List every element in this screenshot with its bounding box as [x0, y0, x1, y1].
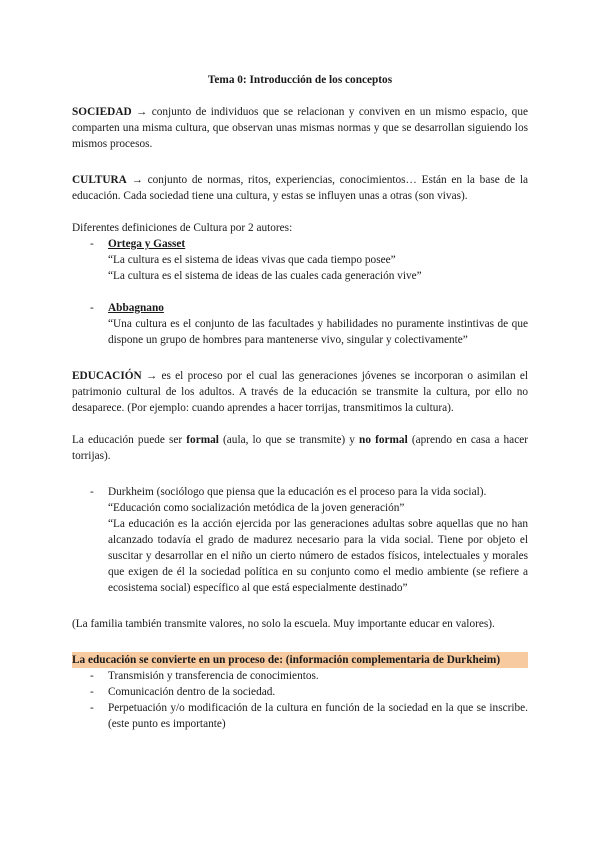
author-quote: “La cultura es el sistema de ideas de las cuales cada generación vive” [108, 270, 422, 282]
cultura-term: CULTURA [72, 174, 127, 186]
sociedad-paragraph [72, 104, 528, 152]
author-quote: “La cultura es el sistema de ideas vivas que cada tiempo posee” [108, 254, 396, 266]
cultura-definition: conjunto de normas, ritos, experiencias, conocimientos… Están en la base de la educación. Cada sociedad tiene una cultura, y estas se influyen unas a otras (son vivas). [72, 174, 529, 202]
sociedad-definition: conjunto de individuos que se relacionan y conviven en un mismo espacio, que comparten una misma cultura, que observan unas mismas normas y que se desarrollan siguiendo los mismos procesos. [72, 106, 528, 150]
durkheim-item [72, 484, 528, 596]
arrow-icon: → [145, 370, 158, 382]
list-dash: - [90, 686, 94, 698]
list-dash: - [90, 486, 94, 498]
author-quote: “Una cultura es el conjunto de las facultades y habilidades no puramente instintivas de que dispone un grupo de hombres para mantenerse vivo, singular y colectivamente” [108, 318, 528, 346]
formal-paragraph [72, 432, 528, 464]
author-name: Ortega y Gasset [108, 238, 186, 250]
cultura-paragraph [72, 172, 528, 204]
durkheim-intro: Durkheim (sociólogo que piensa que la educación es el proceso para la vida social). [108, 486, 487, 498]
formal-post: (aprendo en casa a hacer torrijas). [72, 434, 528, 462]
list-item-text: Comunicación dentro de la sociedad. [108, 686, 276, 698]
list-item [72, 668, 528, 684]
arrow-icon: → [131, 174, 143, 186]
list-dash: - [90, 302, 94, 314]
formal-mid: (aula, lo que se transmite) y [223, 434, 355, 446]
definiciones-intro: Diferentes definiciones de Cultura por 2 autores: [72, 222, 293, 234]
durkheim-quote: “La educación es la acción ejercida por las generaciones adultas sobre aquellas que no han alcanzado todavía el grado de madurez necesario para la vida social. Tiene por objeto el suscitar y desarrollar en el niño un cierto número de estados físicos, intelectuales y morales que exigen de él la sociedad política en su conjunto como el medio ambiente (se refiere a ecosistema social) específico al que está especialmente destinado” [108, 518, 528, 594]
formal-pre: La educación puede ser [72, 434, 183, 446]
durkheim-quote: “Educación como socialización metódica de la joven generación” [108, 502, 405, 514]
list-dash: - [90, 670, 94, 682]
list-dash: - [90, 238, 94, 250]
page-title: Tema 0: Introducción de los conceptos [207, 74, 393, 86]
author-item-ortega [72, 236, 528, 284]
list-item [72, 700, 528, 732]
familia-note: (La familia también transmite valores, no solo la escuela. Muy importante educar en valores). [72, 618, 495, 630]
list-item [72, 684, 528, 700]
author-name: Abbagnano [108, 302, 164, 314]
educacion-paragraph [72, 368, 528, 416]
educacion-definition: es el proceso por el cual las generaciones jóvenes se incorporan o asimilan el patrimonio cultural de los adultos. A través de la educación se transmite la cultura, por ello no desaparece. (Por ejemplo: cuando aprendes a hacer torrijas, transmitimos la cultura). [72, 370, 528, 414]
author-item-abbagnano [72, 300, 528, 348]
list-dash: - [90, 702, 94, 714]
list-item-text: Perpetuación y/o modificación de la cultura en función de la sociedad en la que se inscribe. (este punto es importante) [108, 702, 528, 730]
no-formal-term: no formal [359, 434, 408, 446]
list-item-text: Transmisión y transferencia de conocimientos. [108, 670, 319, 682]
arrow-icon: → [136, 106, 148, 118]
formal-term: formal [186, 434, 219, 446]
educacion-term: EDUCACIÓN [72, 370, 142, 382]
sociedad-term: SOCIEDAD [72, 106, 132, 118]
highlighted-heading: La educación se convierte en un proceso de: (información complementaria de Durkheim) [72, 652, 528, 668]
document-page [72, 72, 528, 732]
